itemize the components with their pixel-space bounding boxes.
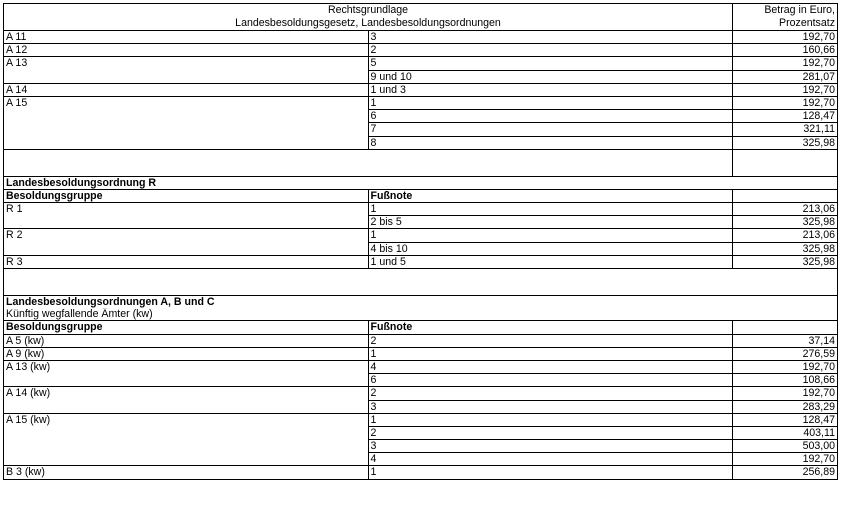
table-row	[4, 334, 838, 347]
cell-footnote: 7	[368, 123, 733, 136]
cell-footnote: 2	[368, 387, 733, 400]
table-row	[4, 400, 838, 413]
spacer-cell	[733, 149, 838, 176]
cell-amount: 160,66	[733, 44, 838, 57]
table-row	[4, 440, 838, 453]
cell-group	[4, 123, 369, 136]
table-row	[4, 44, 838, 57]
table-row	[4, 70, 838, 83]
section-r-title-row	[4, 176, 838, 189]
cell-amount: 503,00	[733, 440, 838, 453]
cell-amount: 192,70	[733, 57, 838, 70]
cell-group: A 15 (kw)	[4, 413, 369, 426]
cell-group	[4, 136, 369, 149]
table-row	[4, 347, 838, 360]
cell-amount: 325,98	[733, 136, 838, 149]
cell-footnote: 6	[368, 110, 733, 123]
header-legal-basis-line2: Landesbesoldungsgesetz, Landesbesoldungsordnungen	[235, 17, 501, 29]
section-abc-subtitle-row	[4, 308, 838, 321]
header-amount-line1: Betrag in Euro,	[764, 4, 835, 16]
cell-amount: 128,47	[733, 110, 838, 123]
cell-group: A 15	[4, 96, 369, 109]
header-amount	[733, 4, 838, 31]
cell-group	[4, 440, 369, 453]
cell-amount: 213,06	[733, 203, 838, 216]
section-r-column-header-row	[4, 189, 838, 202]
table-row	[4, 374, 838, 387]
cell-footnote: 1	[368, 466, 733, 479]
cell-amount: 283,29	[733, 400, 838, 413]
cell-group: A 14 (kw)	[4, 387, 369, 400]
section-abc-col-amount	[733, 321, 838, 334]
cell-amount: 128,47	[733, 413, 838, 426]
cell-footnote: 4	[368, 360, 733, 373]
cell-group: A 13 (kw)	[4, 360, 369, 373]
table-row	[4, 242, 838, 255]
cell-group: R 3	[4, 255, 369, 268]
cell-amount: 321,11	[733, 123, 838, 136]
table-row	[4, 57, 838, 70]
cell-footnote: 1	[368, 203, 733, 216]
cell-group	[4, 426, 369, 439]
section-abc-column-header-row	[4, 321, 838, 334]
spacer-row	[4, 269, 838, 296]
header-legal-basis-line1: Rechtsgrundlage	[327, 4, 409, 16]
cell-group	[4, 70, 369, 83]
table-row	[4, 110, 838, 123]
cell-amount: 192,70	[733, 360, 838, 373]
cell-footnote: 4	[368, 453, 733, 466]
cell-amount: 192,70	[733, 96, 838, 109]
table-row	[4, 123, 838, 136]
cell-amount: 192,70	[733, 387, 838, 400]
section-r-col-group: Besoldungsgruppe	[4, 189, 369, 202]
table-row	[4, 216, 838, 229]
cell-amount: 256,89	[733, 466, 838, 479]
cell-footnote: 5	[368, 57, 733, 70]
section-abc	[4, 334, 838, 479]
cell-footnote: 2 bis 5	[368, 216, 733, 229]
cell-footnote: 2	[368, 426, 733, 439]
section-abc-subtitle: Künftig wegfallende Ämter (kw)	[4, 308, 838, 321]
cell-footnote: 3	[368, 31, 733, 44]
table-row	[4, 413, 838, 426]
table-row	[4, 387, 838, 400]
spacer-cell	[4, 269, 838, 296]
cell-group: B 3 (kw)	[4, 466, 369, 479]
cell-amount: 276,59	[733, 347, 838, 360]
section-abc-col-note: Fußnote	[368, 321, 733, 334]
cell-group: R 1	[4, 203, 369, 216]
section-r	[4, 203, 838, 269]
cell-group: A 12	[4, 44, 369, 57]
cell-amount: 325,98	[733, 216, 838, 229]
table-row	[4, 453, 838, 466]
cell-amount: 213,06	[733, 229, 838, 242]
cell-group	[4, 374, 369, 387]
header-legal-basis	[4, 4, 733, 31]
cell-amount: 192,70	[733, 31, 838, 44]
section-r-col-amount	[733, 189, 838, 202]
section-abc-col-group: Besoldungsgruppe	[4, 321, 369, 334]
section-r-col-note: Fußnote	[368, 189, 733, 202]
header-amount-line2: Prozentsatz	[779, 17, 835, 29]
cell-group	[4, 110, 369, 123]
cell-amount: 192,70	[733, 453, 838, 466]
cell-footnote: 1	[368, 229, 733, 242]
table-row	[4, 466, 838, 479]
cell-group: A 13	[4, 57, 369, 70]
cell-group	[4, 242, 369, 255]
cell-footnote: 1 und 3	[368, 83, 733, 96]
section-abc-title: Landesbesoldungsordnungen A, B und C	[4, 296, 838, 309]
table-row	[4, 136, 838, 149]
cell-amount: 281,07	[733, 70, 838, 83]
cell-footnote: 3	[368, 440, 733, 453]
cell-footnote: 4 bis 10	[368, 242, 733, 255]
cell-footnote: 3	[368, 400, 733, 413]
cell-footnote: 9 und 10	[368, 70, 733, 83]
table-row	[4, 360, 838, 373]
section-abc-title-row	[4, 296, 838, 309]
cell-footnote: 1 und 5	[368, 255, 733, 268]
cell-footnote: 2	[368, 44, 733, 57]
cell-group: A 5 (kw)	[4, 334, 369, 347]
cell-footnote: 6	[368, 374, 733, 387]
section-a	[4, 31, 838, 150]
cell-group: A 11	[4, 31, 369, 44]
table-row	[4, 203, 838, 216]
cell-footnote: 1	[368, 413, 733, 426]
cell-group: A 9 (kw)	[4, 347, 369, 360]
table-row	[4, 229, 838, 242]
cell-footnote: 8	[368, 136, 733, 149]
cell-amount: 325,98	[733, 255, 838, 268]
cell-amount: 403,11	[733, 426, 838, 439]
allowance-table	[3, 3, 838, 480]
table-row	[4, 255, 838, 268]
cell-group	[4, 453, 369, 466]
cell-amount: 37,14	[733, 334, 838, 347]
section-r-title: Landesbesoldungsordnung R	[4, 176, 838, 189]
cell-group	[4, 400, 369, 413]
spacer-row	[4, 149, 838, 176]
table-row	[4, 83, 838, 96]
cell-footnote: 1	[368, 96, 733, 109]
cell-amount: 108,66	[733, 374, 838, 387]
spacer-cell	[4, 149, 733, 176]
table-header-row	[4, 4, 838, 31]
cell-group: A 14	[4, 83, 369, 96]
table-row	[4, 31, 838, 44]
cell-amount: 192,70	[733, 83, 838, 96]
cell-footnote: 2	[368, 334, 733, 347]
cell-amount: 325,98	[733, 242, 838, 255]
table-row	[4, 96, 838, 109]
cell-footnote: 1	[368, 347, 733, 360]
cell-group	[4, 216, 369, 229]
cell-group: R 2	[4, 229, 369, 242]
table-row	[4, 426, 838, 439]
